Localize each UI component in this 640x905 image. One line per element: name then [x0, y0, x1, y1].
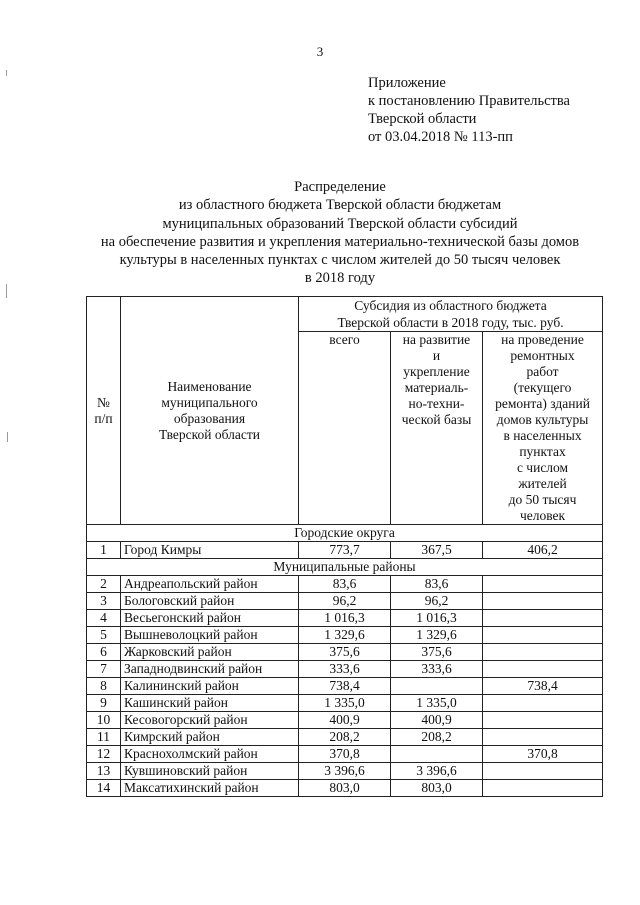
row-repair: 406,2	[483, 542, 603, 559]
row-development: 3 396,6	[391, 763, 483, 780]
scan-mark	[7, 432, 8, 442]
table-row	[87, 763, 603, 780]
table-row	[87, 542, 603, 559]
row-total: 375,6	[299, 644, 391, 661]
appendix-line: Тверской области	[368, 111, 477, 127]
header-repair-line: ремонта) зданий	[495, 396, 590, 411]
table-row	[87, 661, 603, 678]
section-row	[87, 559, 603, 576]
header-name	[121, 297, 299, 525]
header-subsidy-line: Субсидия из областного бюджета	[354, 298, 547, 313]
row-development	[391, 746, 483, 763]
row-development: 1 329,6	[391, 627, 483, 644]
header-repair-line: работ	[526, 364, 559, 379]
scan-mark	[6, 284, 7, 298]
row-name: Бологовский район	[121, 593, 299, 610]
header-repair-line: на проведение	[501, 332, 584, 347]
header-name-line: муниципального	[161, 394, 258, 410]
header-name-line: образования	[173, 410, 246, 426]
header-repair	[483, 332, 603, 525]
row-development: 803,0	[391, 780, 483, 797]
row-name: Весьегонский район	[121, 610, 299, 627]
scan-mark	[6, 70, 7, 76]
header-repair-line: в населенных	[503, 428, 582, 443]
header-num-line: №	[97, 394, 110, 410]
table-row	[87, 695, 603, 712]
header-repair-line: ремонтных	[510, 348, 575, 363]
row-number: 9	[87, 695, 121, 712]
row-development: 96,2	[391, 593, 483, 610]
row-name: Краснохолмский район	[121, 746, 299, 763]
row-repair	[483, 627, 603, 644]
header-development	[391, 332, 483, 525]
header-num-line: п/п	[94, 410, 113, 426]
row-name: Кимрский район	[121, 729, 299, 746]
row-number: 2	[87, 576, 121, 593]
row-development: 83,6	[391, 576, 483, 593]
header-repair-line: человек	[519, 508, 566, 523]
row-name: Кашинский район	[121, 695, 299, 712]
row-total: 333,6	[299, 661, 391, 678]
table-row	[87, 610, 603, 627]
subsidy-table	[86, 296, 603, 797]
row-name: Западнодвинский район	[121, 661, 299, 678]
appendix-line: к постановлению Правительства	[368, 93, 570, 109]
title-line: муниципальных образований Тверской области субсидий	[162, 215, 518, 232]
row-repair	[483, 695, 603, 712]
row-development: 333,6	[391, 661, 483, 678]
row-number: 5	[87, 627, 121, 644]
row-development	[391, 678, 483, 695]
header-name-line: Тверской области	[159, 426, 260, 442]
header-repair-line: жителей	[518, 476, 567, 491]
row-number: 6	[87, 644, 121, 661]
row-repair	[483, 576, 603, 593]
section-title: Муниципальные районы	[87, 559, 603, 576]
table-row	[87, 746, 603, 763]
row-repair	[483, 661, 603, 678]
row-total: 96,2	[299, 593, 391, 610]
header-repair-line: (текущего	[513, 380, 572, 395]
row-development: 400,9	[391, 712, 483, 729]
header-subsidy-group	[299, 297, 603, 332]
row-name: Кесовогорский район	[121, 712, 299, 729]
row-repair	[483, 729, 603, 746]
row-repair	[483, 780, 603, 797]
header-num	[87, 297, 121, 525]
row-repair	[483, 593, 603, 610]
row-repair	[483, 644, 603, 661]
appendix-line: от 03.04.2018 № 113-пп	[368, 129, 513, 145]
title-line: из областного бюджета Тверской области бюджетам	[178, 197, 502, 214]
row-development: 208,2	[391, 729, 483, 746]
section-row	[87, 525, 603, 542]
header-total	[299, 332, 391, 525]
row-repair	[483, 610, 603, 627]
header-total-line: всего	[329, 332, 360, 347]
title-line: Распределение	[294, 179, 386, 195]
row-number: 1	[87, 542, 121, 559]
header-repair-line: пунктах	[519, 444, 566, 459]
row-name: Город Кимры	[121, 542, 299, 559]
row-total: 803,0	[299, 780, 391, 797]
row-development: 1 016,3	[391, 610, 483, 627]
header-name-line: Наименование	[167, 378, 252, 394]
row-total: 208,2	[299, 729, 391, 746]
row-repair: 738,4	[483, 678, 603, 695]
table-row	[87, 729, 603, 746]
row-total: 3 396,6	[299, 763, 391, 780]
header-development-line: материаль-	[404, 380, 469, 395]
table-row	[87, 712, 603, 729]
header-repair-line: с числом	[516, 460, 569, 475]
row-name: Калининский район	[121, 678, 299, 695]
section-title: Городские округа	[87, 525, 603, 542]
header-subsidy-line: Тверской области в 2018 году, тыс. руб.	[337, 315, 564, 330]
row-total: 1 335,0	[299, 695, 391, 712]
table-row	[87, 627, 603, 644]
title-line: в 2018 году	[304, 270, 376, 287]
header-development-line: но-техни-	[408, 396, 465, 411]
header-repair-line: домов культуры	[496, 412, 589, 427]
row-number: 11	[87, 729, 121, 746]
row-name: Кувшиновский район	[121, 763, 299, 780]
table-row	[87, 576, 603, 593]
row-repair	[483, 763, 603, 780]
table-row	[87, 780, 603, 797]
row-development: 367,5	[391, 542, 483, 559]
row-name: Вышневолоцкий район	[121, 627, 299, 644]
row-development: 1 335,0	[391, 695, 483, 712]
header-development-line: ческой базы	[401, 412, 472, 427]
appendix-block	[368, 74, 570, 146]
row-name: Жарковский район	[121, 644, 299, 661]
table-row	[87, 678, 603, 695]
row-number: 12	[87, 746, 121, 763]
row-total: 1 016,3	[299, 610, 391, 627]
row-name: Максатихинский район	[121, 780, 299, 797]
title-line: на обеспечение развития и укрепления материально-технической базы домов	[100, 233, 580, 250]
page-number: 3	[316, 44, 324, 59]
header-development-line: и	[432, 348, 441, 363]
row-development: 375,6	[391, 644, 483, 661]
row-total: 370,8	[299, 746, 391, 763]
header-development-line: на развитие	[402, 332, 471, 347]
row-number: 8	[87, 678, 121, 695]
table-row	[87, 593, 603, 610]
row-number: 7	[87, 661, 121, 678]
row-number: 4	[87, 610, 121, 627]
header-development-line: укрепление	[403, 364, 470, 379]
table-row	[87, 644, 603, 661]
header-row	[87, 297, 603, 332]
row-repair: 370,8	[483, 746, 603, 763]
row-repair	[483, 712, 603, 729]
row-total: 773,7	[299, 542, 391, 559]
row-total: 400,9	[299, 712, 391, 729]
row-total: 83,6	[299, 576, 391, 593]
row-total: 1 329,6	[299, 627, 391, 644]
row-number: 14	[87, 780, 121, 797]
row-name: Андреапольский район	[121, 576, 299, 593]
document-title	[60, 178, 620, 288]
title-line: культуры в населенных пунктах с числом жителей до 50 тысяч человек	[119, 252, 561, 269]
row-number: 13	[87, 763, 121, 780]
appendix-line: Приложение	[368, 75, 446, 91]
header-repair-line: до 50 тысяч	[508, 492, 577, 507]
row-number: 3	[87, 593, 121, 610]
row-number: 10	[87, 712, 121, 729]
row-total: 738,4	[299, 678, 391, 695]
